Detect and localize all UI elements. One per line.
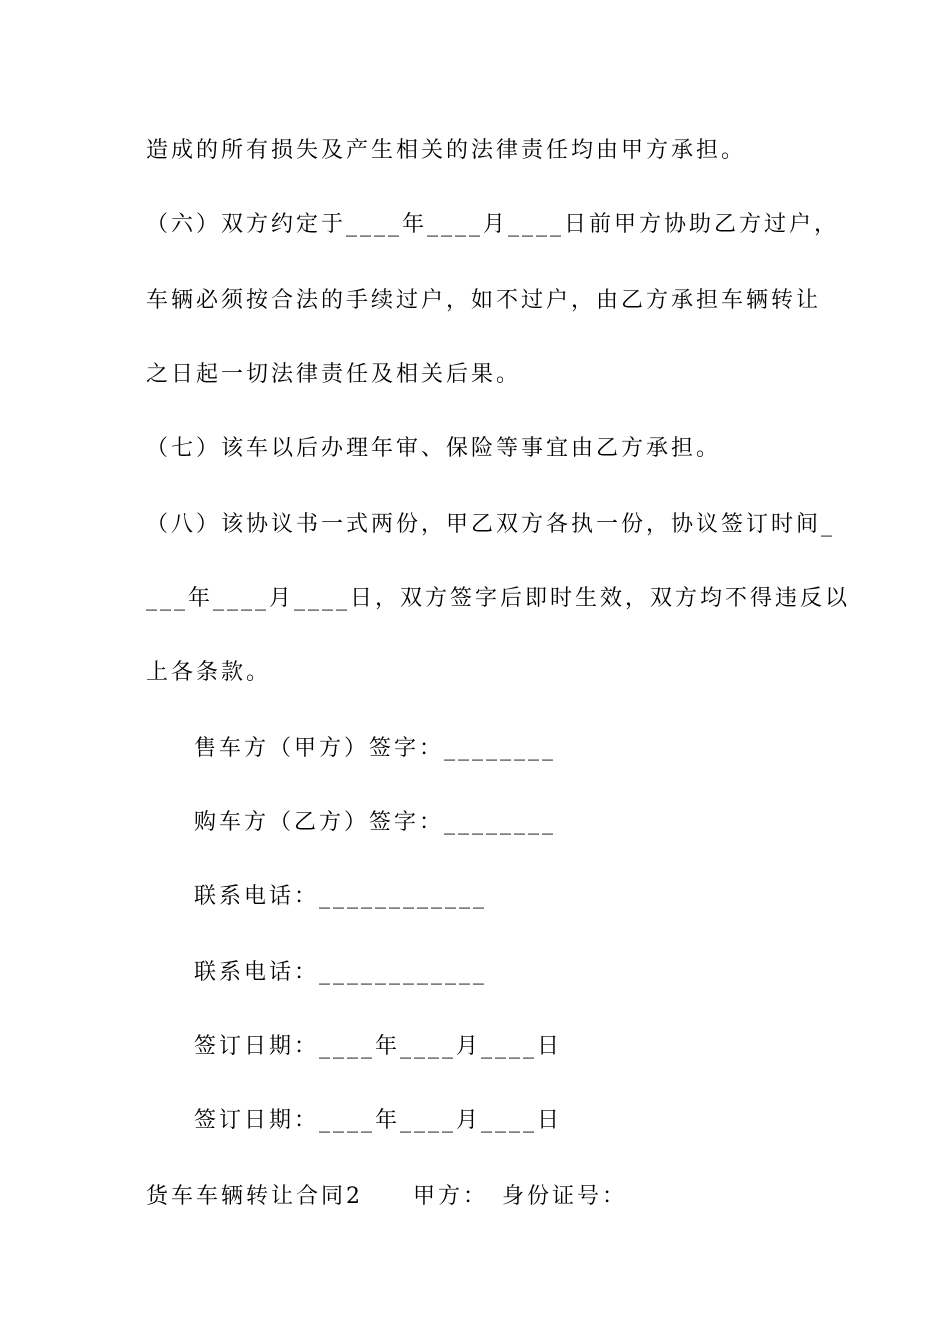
buyer-signature-line: 购车方（乙方）签字：________ bbox=[194, 810, 557, 835]
signing-date-line: 签订日期：____年____月____日 bbox=[194, 1108, 563, 1133]
paragraph-line: 上各条款。 bbox=[146, 660, 272, 685]
paragraph-line: （七）该车以后办理年审、保险等事宜由乙方承担。 bbox=[146, 436, 722, 461]
paragraph-line: ___年____月____日，双方签字后即时生效，双方均不得违反以 bbox=[146, 586, 851, 611]
contact-phone-line: 联系电话：____________ bbox=[194, 960, 488, 985]
next-contract-heading: 货车车辆转让合同2 甲方： 身份证号： bbox=[146, 1184, 627, 1209]
paragraph-line: 之日起一切法律责任及相关后果。 bbox=[146, 362, 522, 387]
signing-date-line: 签订日期：____年____月____日 bbox=[194, 1034, 563, 1059]
seller-signature-line: 售车方（甲方）签字：________ bbox=[194, 736, 557, 761]
paragraph-line: （六）双方约定于____年____月____日前甲方协助乙方过户， bbox=[146, 212, 840, 237]
paragraph-line: （八）该协议书一式两份，甲乙双方各执一份，协议签订时间_ bbox=[146, 512, 836, 537]
paragraph-line: 车辆必须按合法的手续过户，如不过户，由乙方承担车辆转让 bbox=[146, 288, 822, 313]
contact-phone-line: 联系电话：____________ bbox=[194, 884, 488, 909]
paragraph-line: 造成的所有损失及产生相关的法律责任均由甲方承担。 bbox=[146, 138, 747, 163]
